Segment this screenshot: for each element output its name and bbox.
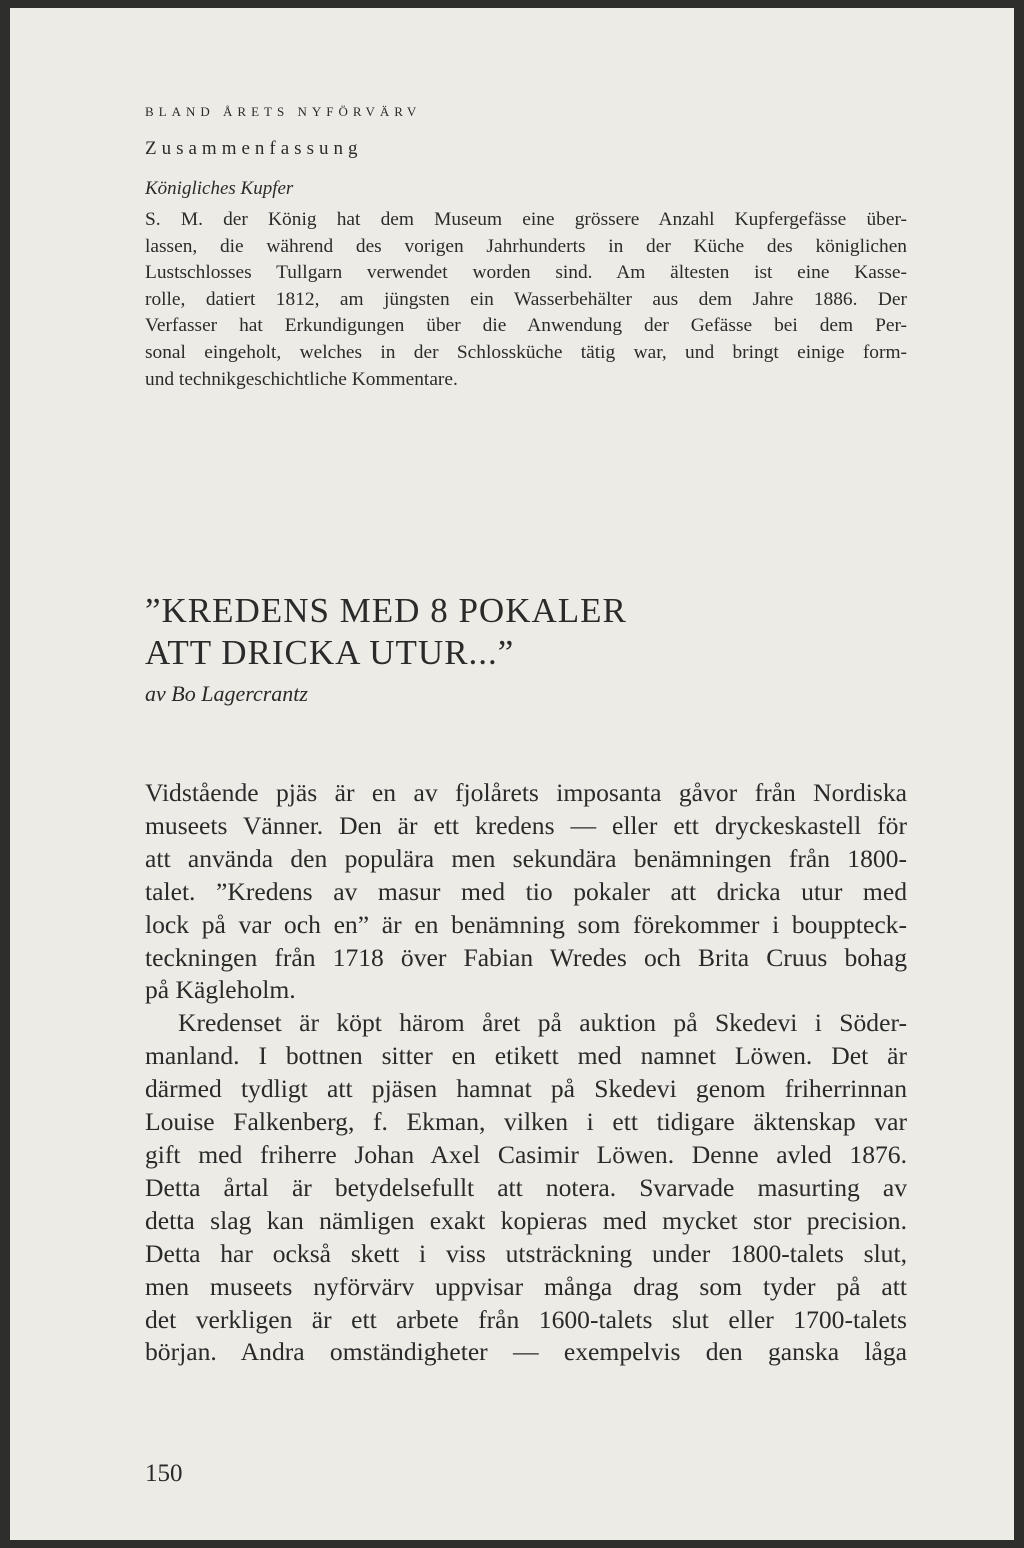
summary-paragraph bbox=[145, 207, 907, 393]
summary-line: lassen, die während des vorigen Jahrhunderts in der Küche des königlichen bbox=[145, 235, 907, 257]
body-line: Louise Falkenberg, f. Ekman, vilken i ett tidigare äktenskap var bbox=[145, 1107, 907, 1137]
summary-line: sonal eingeholt, welches in der Schlossküche tätig war, und bringt einige form- bbox=[145, 341, 907, 363]
summary-line: und technikgeschichtliche Kommentare. bbox=[145, 368, 458, 390]
article-byline: av Bo Lagercrantz bbox=[145, 681, 308, 706]
article-title-line: ”KREDENS MED 8 POKALER bbox=[145, 591, 627, 630]
body-line: Detta har också skett i viss utsträckning under 1800-talets slut, bbox=[145, 1238, 907, 1268]
body-line: museets Vänner. Den är ett kredens — eller ett dryckeskastell för bbox=[145, 810, 907, 840]
summary-subheading: Königliches Kupfer bbox=[145, 178, 294, 199]
article-title bbox=[145, 590, 627, 674]
article-title-line: ATT DRICKA UTUR...” bbox=[145, 633, 515, 672]
running-head: BLAND ÅRETS NYFÖRVÄRV bbox=[145, 104, 422, 119]
summary-line: rolle, datiert 1812, am jüngsten ein Wasserbehälter aus dem Jahre 1886. Der bbox=[145, 288, 907, 310]
body-line: Detta årtal är betydelsefullt att notera. Svarvade masurting av bbox=[145, 1172, 907, 1202]
article-body bbox=[145, 777, 907, 1369]
body-line: teckningen från 1718 över Fabian Wredes och Brita Cruus bohag bbox=[145, 942, 907, 972]
body-line: men museets nyförvärv uppvisar många drag som tyder på att bbox=[145, 1271, 907, 1301]
body-line: manland. I bottnen sitter en etikett med namnet Löwen. Det är bbox=[145, 1041, 907, 1071]
page-number: 150 bbox=[145, 1460, 183, 1487]
body-line: talet. ”Kredens av masur med tio pokaler att dricka utur med bbox=[145, 876, 907, 906]
document-page bbox=[10, 8, 1014, 1540]
body-line: detta slag kan nämligen exakt kopieras med mycket stor precision. bbox=[145, 1205, 907, 1235]
summary-line: Verfasser hat Erkundigungen über die Anwendung der Gefässe bei dem Per- bbox=[145, 315, 907, 337]
body-line: därmed tydligt att pjäsen hamnat på Skedevi genom friherrinnan bbox=[145, 1074, 907, 1104]
body-line: att använda den populära men sekundära benämningen från 1800- bbox=[145, 843, 907, 873]
body-line: på Kägleholm. bbox=[145, 975, 296, 1005]
body-line: lock på var och en” är en benämning som förekommer i bouppteck- bbox=[145, 909, 907, 939]
body-line: början. Andra omständigheter — exempelvis den ganska låga bbox=[145, 1337, 907, 1367]
body-line: Kredenset är köpt härom året på auktion på Skedevi i Söder- bbox=[178, 1008, 907, 1038]
summary-heading: Zusammenfassung bbox=[145, 138, 363, 159]
body-line: det verkligen är ett arbete från 1600-talets slut eller 1700-talets bbox=[145, 1304, 907, 1334]
body-line: Vidstående pjäs är en av fjolårets imposanta gåvor från Nordiska bbox=[145, 778, 907, 807]
summary-line: Lustschlosses Tullgarn verwendet worden sind. Am ältesten ist eine Kasse- bbox=[145, 262, 907, 284]
body-line: gift med friherre Johan Axel Casimir Löwen. Denne avled 1876. bbox=[145, 1139, 907, 1169]
summary-line: S. M. der König hat dem Museum eine grössere Anzahl Kupfergefässe über- bbox=[145, 209, 907, 230]
